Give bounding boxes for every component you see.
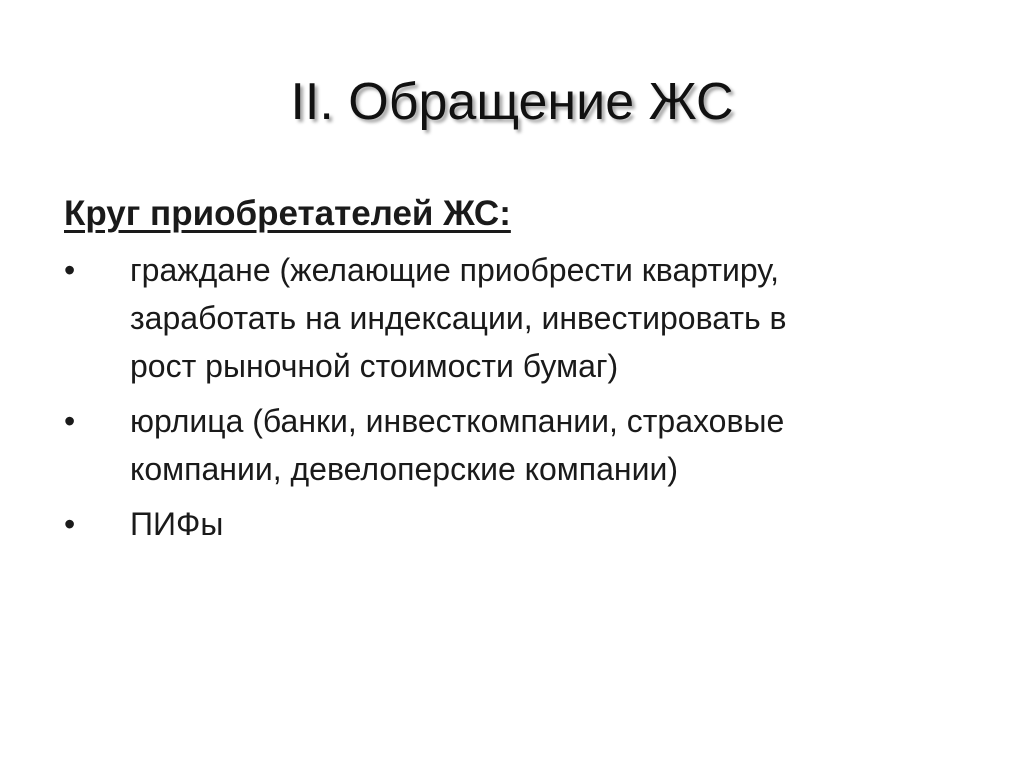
bullet-text: граждане (желающие приобрести квартиру, заработать на индексации, инвестировать в рост рыночной стоимости бумаг): [130, 252, 787, 384]
slide-content: [64, 186, 964, 555]
bullet-item-legal-entities: [64, 397, 964, 493]
bullet-icon: •: [64, 506, 76, 542]
bullet-item-citizens: [64, 246, 964, 390]
subheading: Круг приобретателей ЖС:: [64, 194, 511, 233]
bullet-icon: •: [64, 403, 76, 439]
bullet-item-funds: [64, 500, 964, 548]
bullet-text: ПИФы: [130, 506, 224, 542]
bullet-text: юрлица (банки, инвесткомпании, страховые компании, девелоперские компании): [130, 403, 785, 487]
slide-title: II. Обращение ЖС: [290, 73, 734, 131]
bullet-icon: •: [64, 252, 76, 288]
bullet-list: [64, 246, 964, 548]
